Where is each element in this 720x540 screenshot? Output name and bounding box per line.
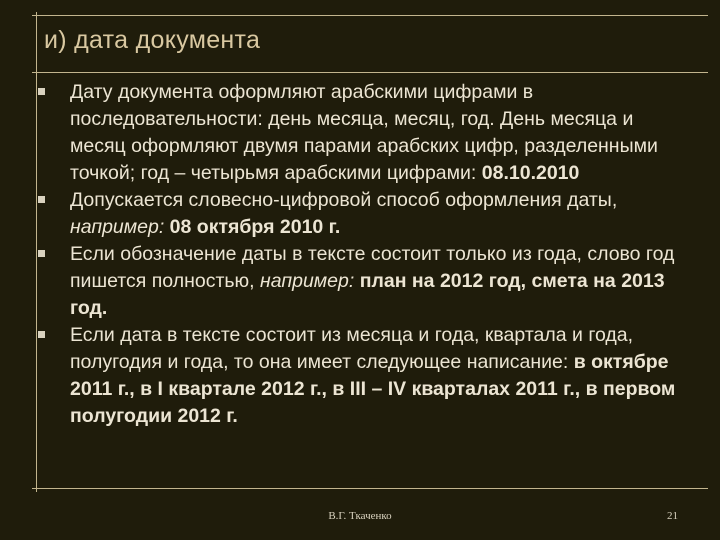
page-number: 21 xyxy=(667,510,678,522)
title-underline xyxy=(32,72,708,73)
bullet-2-text: Допускается словесно-цифровой способ оформления даты, xyxy=(70,189,618,211)
bullet-3-bold: план на 2012 год, смета на 2013 год. xyxy=(70,270,665,319)
bullet-item-3 xyxy=(38,241,688,322)
frame-bottom-line xyxy=(32,488,708,489)
bullet-item-2 xyxy=(38,187,688,241)
square-bullet-icon xyxy=(38,250,45,257)
bullet-3-text: Если обозначение даты в тексте состоит только из года, слово год пишется полностью, xyxy=(70,243,675,292)
bullet-1-text: Дату документа оформляют арабскими цифрами в последовательности: день месяца, месяц, год. День месяца и месяц оформляют двумя парами арабских цифр, разделенными точкой; год – четырьмя арабскими цифрами: xyxy=(70,81,658,184)
square-bullet-icon xyxy=(38,331,45,338)
bullet-1-bold: 08.10.2010 xyxy=(481,162,580,184)
footer-author: В.Г. Ткаченко xyxy=(328,510,392,522)
bullet-2-italic: например: xyxy=(70,216,165,238)
bullet-item-1 xyxy=(38,79,688,187)
frame-vertical-line xyxy=(36,12,37,492)
bullet-list xyxy=(38,79,688,430)
square-bullet-icon xyxy=(38,196,45,203)
bullet-3-italic: например: xyxy=(260,270,355,292)
square-bullet-icon xyxy=(38,88,45,95)
bullet-2-bold: 08 октября 2010 г. xyxy=(164,216,341,238)
bullet-4-bold: в октябре 2011 г., в I квартале 2012 г., в III – IV кварталах 2011 г., в первом полугодии 2012 г. xyxy=(70,351,676,427)
bullet-item-4 xyxy=(38,322,688,430)
bullet-4-text: Если дата в тексте состоит из месяца и года, квартала и года, полугодия и года, то она имеет следующее написание: xyxy=(70,324,634,373)
slide-title: и) дата документа xyxy=(44,26,261,54)
frame-top-line xyxy=(32,15,708,16)
